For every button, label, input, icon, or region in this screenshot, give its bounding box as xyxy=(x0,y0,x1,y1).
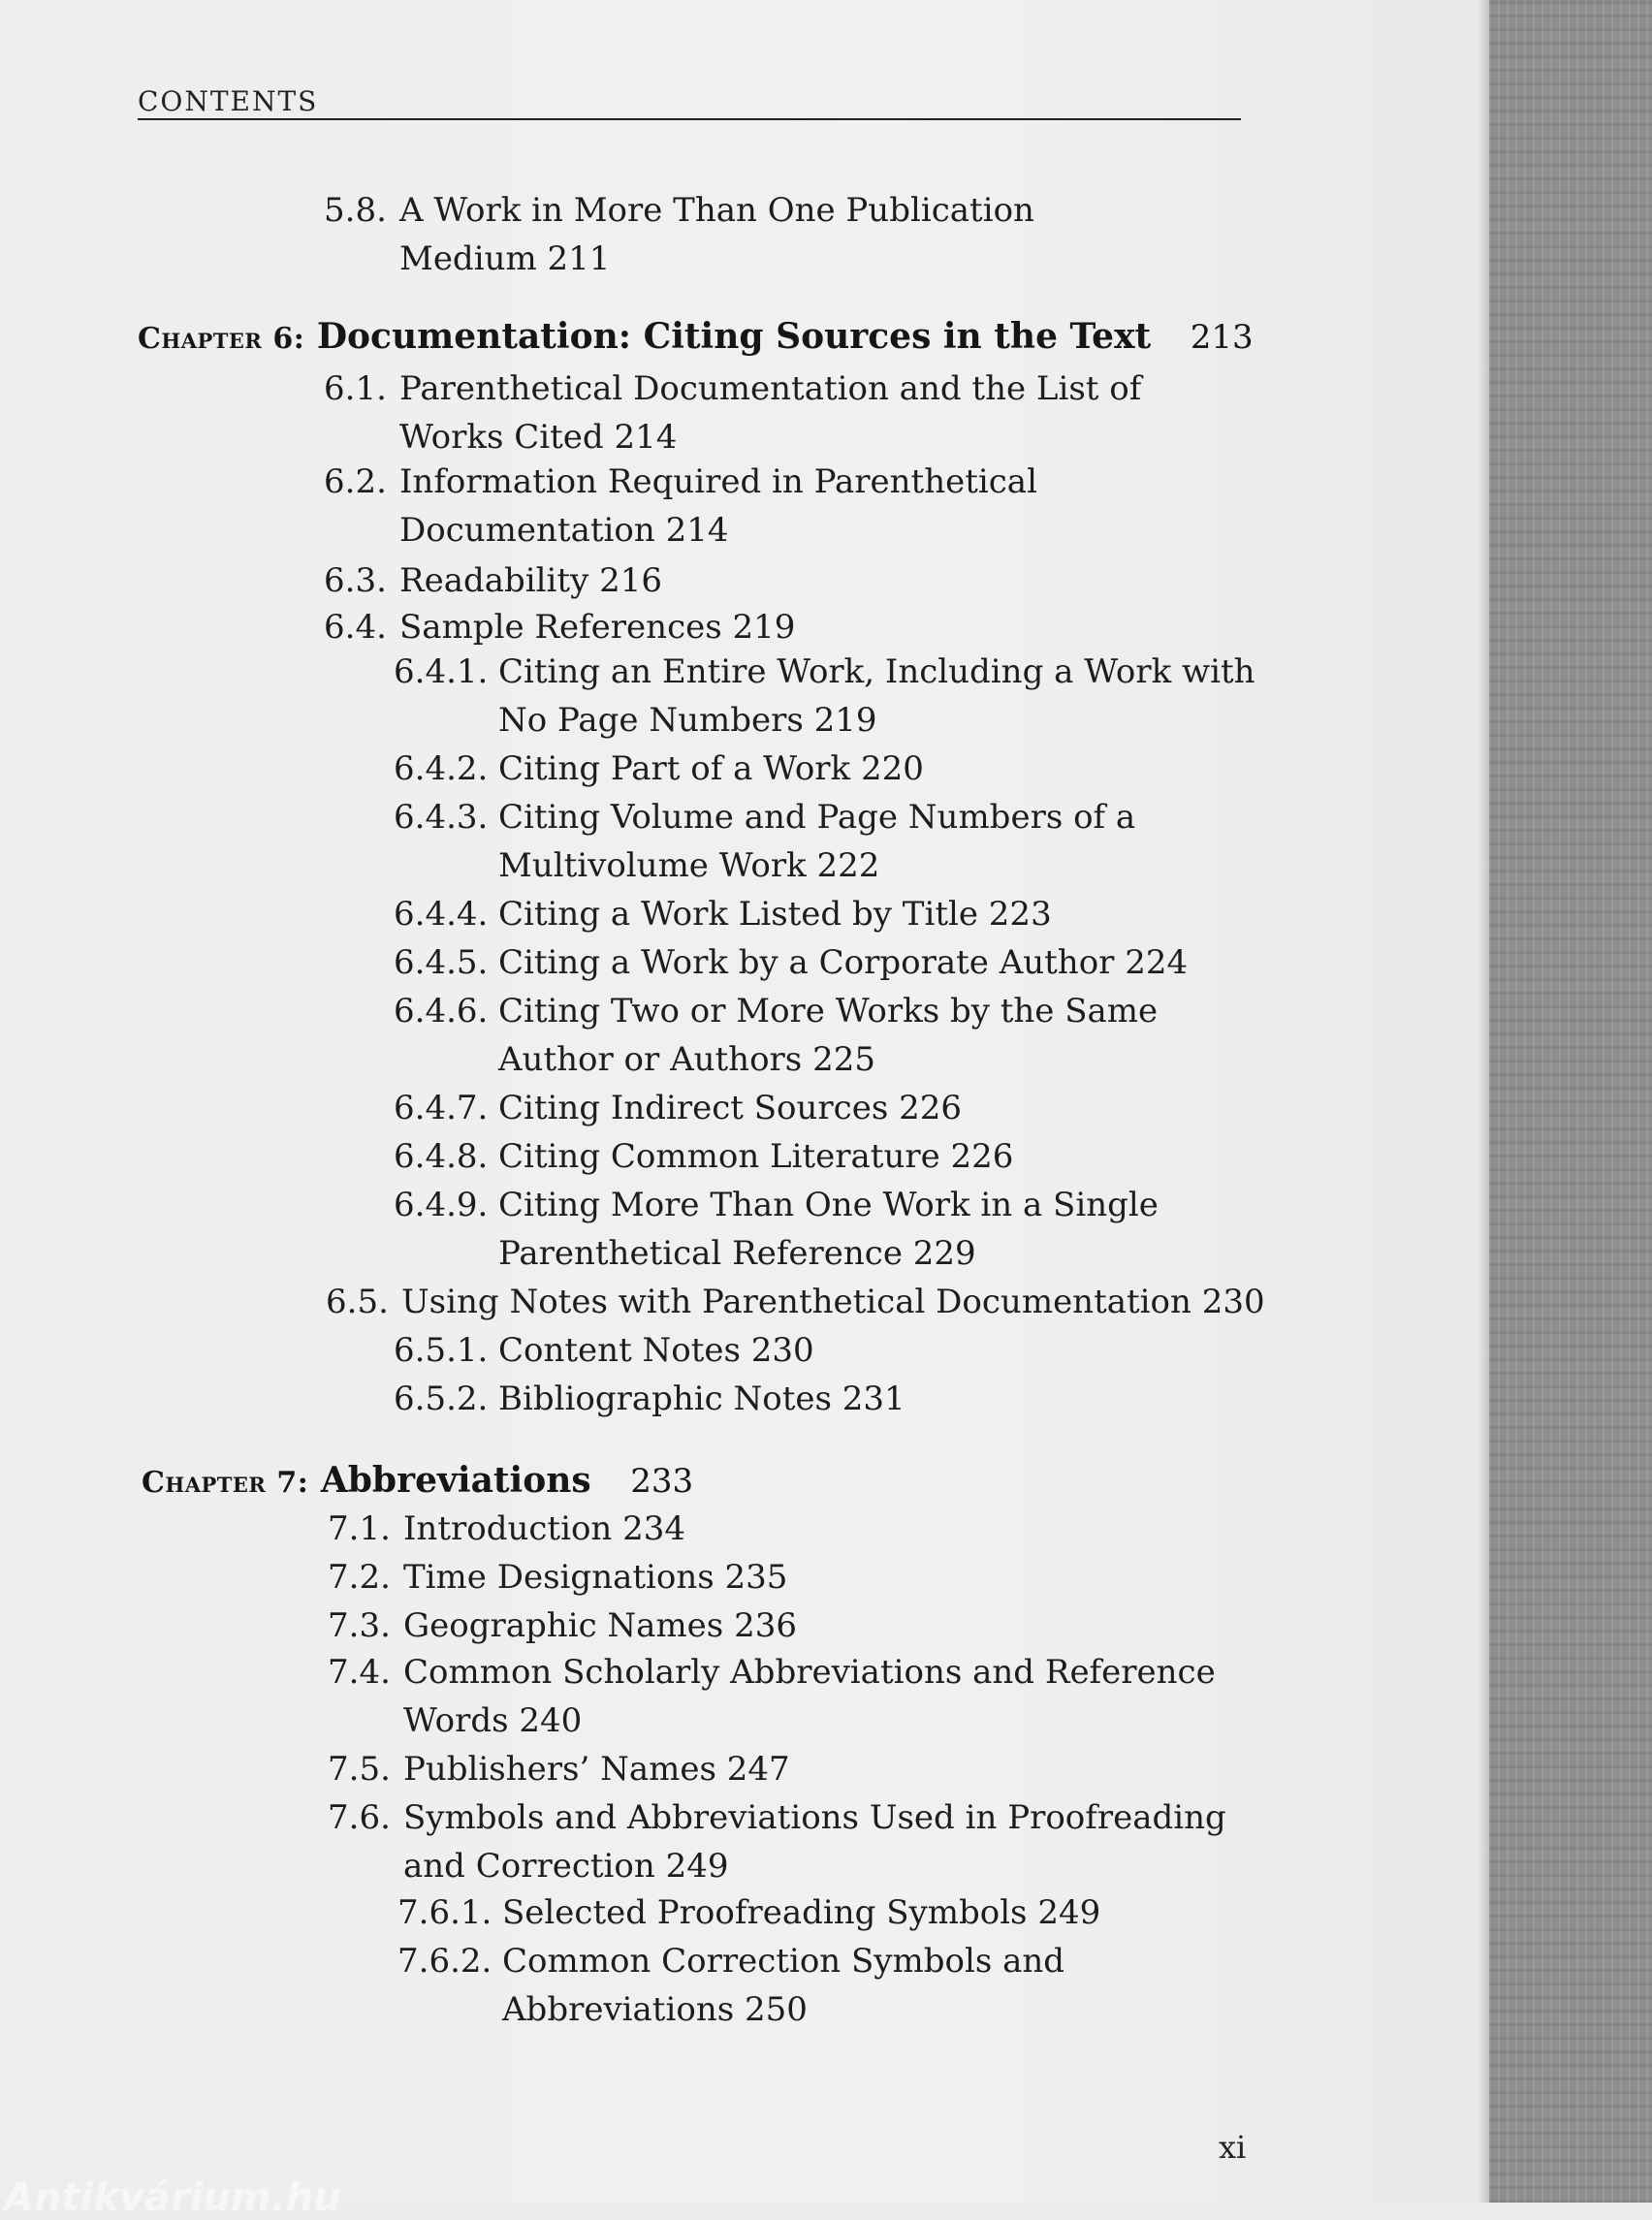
entry-title: Citing Volume and Page Numbers of a xyxy=(498,798,1136,837)
entry-number: 7.2. xyxy=(328,1558,391,1597)
entry-title-cont: Documentation 214 xyxy=(399,511,729,550)
entry-title: A Work in More Than One Publication xyxy=(399,191,1034,230)
book-edge xyxy=(1489,0,1652,2203)
entry-number: 6.1. xyxy=(324,369,387,408)
chapter-6-heading xyxy=(138,312,1254,364)
entry-title: Citing More Than One Work in a Single xyxy=(498,1186,1159,1224)
entry-number: 6.4.5. xyxy=(394,943,489,982)
entry-number: 6.5.1. xyxy=(394,1331,489,1370)
entry-title: Readability 216 xyxy=(399,561,662,600)
entry-number: 6.4.7. xyxy=(394,1089,489,1127)
entry-number: 5.8. xyxy=(324,191,387,230)
entry-title-cont: Parenthetical Reference 229 xyxy=(498,1234,976,1273)
entry-title-cont: Multivolume Work 222 xyxy=(498,846,880,885)
entry-title: Publishers’ Names 247 xyxy=(403,1750,790,1789)
entry-number: 6.4.4. xyxy=(394,895,489,934)
entry-number: 6.4.3. xyxy=(394,798,489,837)
entry-title-cont: Medium 211 xyxy=(399,239,611,278)
entry-number: 7.5. xyxy=(328,1750,391,1789)
entry-title: Symbols and Abbreviations Used in Proofreading xyxy=(403,1798,1226,1837)
entry-number: 7.3. xyxy=(328,1606,391,1645)
entry-title: Citing Part of a Work 220 xyxy=(498,749,924,788)
entry-title-cont: No Page Numbers 219 xyxy=(498,701,877,740)
header-rule xyxy=(138,118,1241,120)
entry-title: Time Designations 235 xyxy=(403,1558,788,1597)
entry-title: Common Scholarly Abbreviations and Reference xyxy=(403,1653,1216,1692)
entry-number: 6.4.1. xyxy=(394,652,489,691)
entry-title-cont: Abbreviations 250 xyxy=(502,1990,808,2029)
entry-title: Using Notes with Parenthetical Documentation 230 xyxy=(401,1283,1265,1321)
page-folio: xi xyxy=(1219,2129,1247,2166)
entry-title: Information Required in Parenthetical xyxy=(399,462,1037,501)
entry-title: Introduction 234 xyxy=(403,1509,686,1548)
entry-number: 6.4.6. xyxy=(394,992,489,1031)
entry-title: Content Notes 230 xyxy=(498,1331,814,1370)
entry-title-cont: Works Cited 214 xyxy=(399,418,678,457)
entry-number: 7.6. xyxy=(328,1798,391,1837)
entry-number: 7.4. xyxy=(328,1653,391,1692)
entry-title: Parenthetical Documentation and the List of xyxy=(399,369,1142,408)
entry-number: 6.4.9. xyxy=(394,1186,489,1224)
entry-title-cont: Words 240 xyxy=(403,1701,583,1740)
entry-title-cont: and Correction 249 xyxy=(403,1847,729,1886)
entry-title: Citing Common Literature 226 xyxy=(498,1137,1014,1176)
entry-title: Citing a Work by a Corporate Author 224 xyxy=(498,943,1189,982)
entry-title: Sample References 219 xyxy=(399,608,796,647)
entry-title: Citing a Work Listed by Title 223 xyxy=(498,895,1052,934)
entry-number: 7.6.1. xyxy=(397,1893,492,1932)
entry-title: Bibliographic Notes 231 xyxy=(498,1380,905,1418)
entry-title: Citing Indirect Sources 226 xyxy=(498,1089,962,1127)
chapter-7-heading xyxy=(142,1456,693,1507)
running-head: CONTENTS xyxy=(138,85,319,117)
entry-number: 6.4.8. xyxy=(394,1137,489,1176)
entry-title: Selected Proofreading Symbols 249 xyxy=(502,1893,1101,1932)
entry-number: 6.2. xyxy=(324,462,387,501)
chapter-page: 213 xyxy=(1190,318,1254,357)
watermark: Antikvárium.hu xyxy=(4,2175,341,2220)
entry-number: 6.5.2. xyxy=(394,1380,489,1418)
entry-number: 6.4.2. xyxy=(394,749,489,788)
entry-number: 7.1. xyxy=(328,1509,391,1548)
entry-number: 6.3. xyxy=(324,561,387,600)
entry-title: Geographic Names 236 xyxy=(403,1606,797,1645)
entry-title-cont: Author or Authors 225 xyxy=(498,1040,875,1079)
entry-number: 6.4. xyxy=(324,608,387,647)
entry-title: Citing Two or More Works by the Same xyxy=(498,992,1159,1031)
entry-number: 6.5. xyxy=(326,1283,389,1321)
chapter-label: Chapter 7: xyxy=(142,1466,309,1500)
chapter-page: 233 xyxy=(630,1462,694,1501)
entry-title: Common Correction Symbols and xyxy=(502,1942,1065,1981)
chapter-title: Abbreviations xyxy=(320,1460,591,1501)
chapter-title: Documentation: Citing Sources in the Text xyxy=(316,316,1152,357)
entry-number: 7.6.2. xyxy=(397,1942,492,1981)
entry-title: Citing an Entire Work, Including a Work with xyxy=(498,652,1255,691)
chapter-label: Chapter 6: xyxy=(138,322,305,356)
